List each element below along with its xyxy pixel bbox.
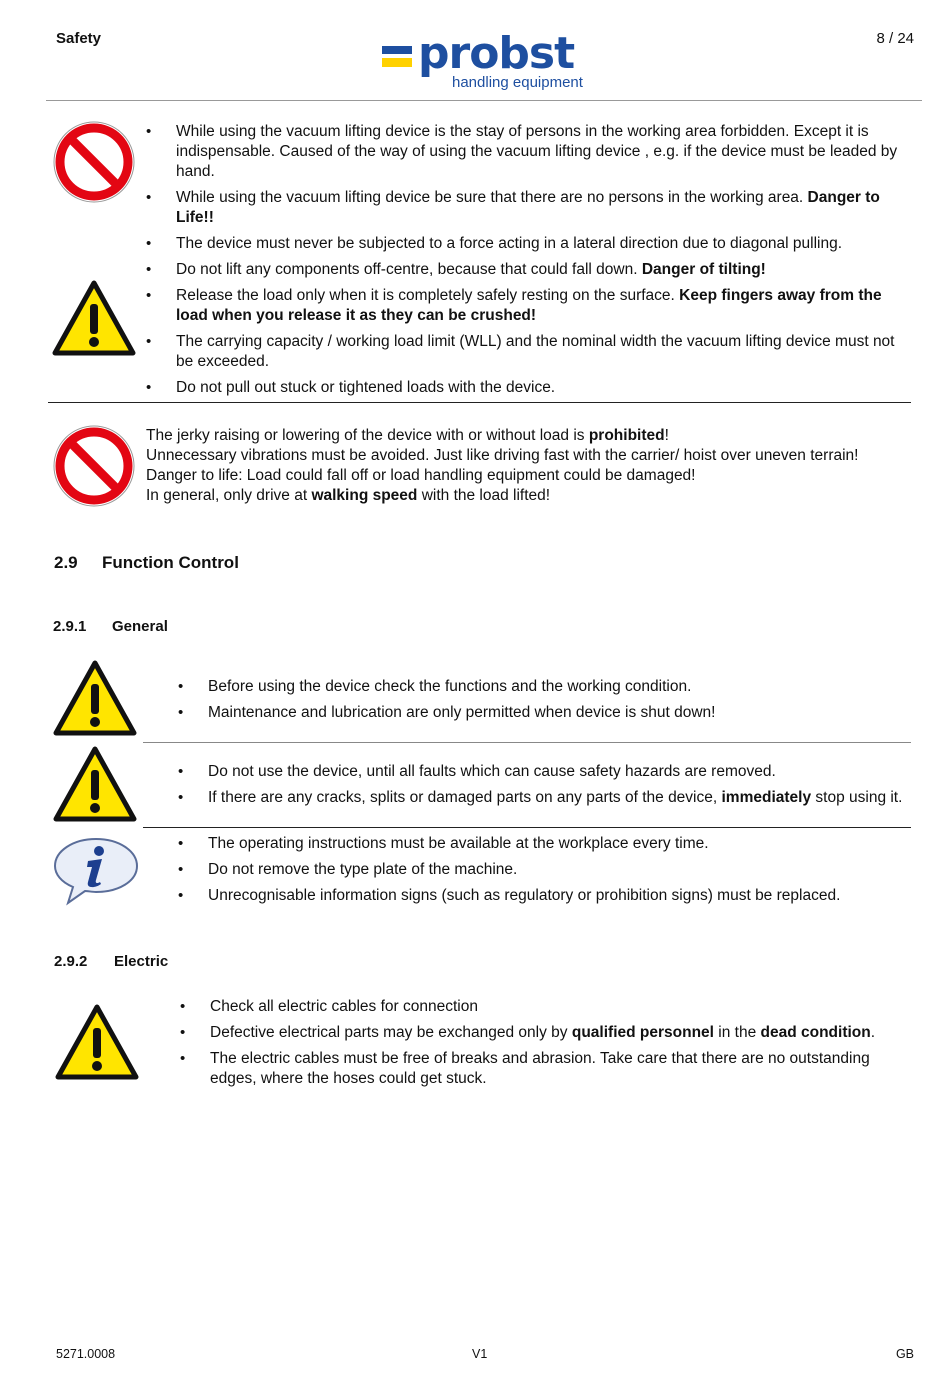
section-number: 2.9 <box>54 553 78 572</box>
text-run: Release the load only when it is completely safely resting on the surface. <box>176 287 680 304</box>
page-number: 8 / 24 <box>876 30 914 47</box>
list-item <box>178 860 898 880</box>
list-item <box>146 122 906 182</box>
text-run: Defective electrical parts may be exchanged only by <box>210 1024 572 1041</box>
language-code: GB <box>895 1347 914 1361</box>
version-label: V1 <box>472 1347 488 1361</box>
list-item <box>180 1049 885 1089</box>
list-item <box>146 332 906 372</box>
list-item <box>178 762 918 782</box>
text-run: The carrying capacity / working load limit (WLL) and the nominal width the vacuum lifting device must not be exceeded. <box>176 333 895 370</box>
information-list <box>178 834 898 912</box>
safety-rules-list <box>146 122 906 404</box>
subsection-title: Electric <box>114 953 169 970</box>
header-section-title: Safety <box>56 30 102 47</box>
electric-checks-list <box>180 997 885 1095</box>
paragraph-line <box>146 446 906 466</box>
text-run: Do not use the device, until all faults which can cause safety hazards are removed. <box>208 763 776 780</box>
list-item <box>146 234 906 254</box>
text-run: Unnecessary vibrations must be avoided. Just like driving fast with the carrier/ hoist over uneven terrain! <box>146 447 859 464</box>
text-run: The device must never be subjected to a force acting in a lateral direction due to diagonal pulling. <box>176 235 843 252</box>
text-run: Maintenance and lubrication are only permitted when device is shut down! <box>208 704 716 721</box>
logo-wordmark: probst <box>418 28 575 79</box>
list-item <box>180 1023 885 1043</box>
text-run: . <box>870 1024 876 1041</box>
text-run: While using the vacuum lifting device be sure that there are no persons in the working area. <box>176 189 808 206</box>
warning-icon <box>53 746 137 822</box>
general-divider-1 <box>143 742 911 743</box>
warning-icon <box>53 660 137 736</box>
emphasis-text: qualified personnel <box>571 1024 714 1041</box>
text-run: Check all electric cables for connection <box>210 998 478 1015</box>
list-item <box>146 188 906 228</box>
emphasis-text: Danger to Life!! <box>176 189 880 226</box>
text-run: Danger to life: Load could fall off or load handling equipment could be damaged! <box>146 467 696 484</box>
text-run: If there are any cracks, splits or damaged parts on any parts of the device, <box>208 789 722 806</box>
list-item <box>146 286 906 326</box>
logo-tagline: handling equipment <box>452 74 583 91</box>
emphasis-text: walking speed <box>311 487 418 504</box>
paragraph-line <box>146 426 906 446</box>
list-item <box>178 834 898 854</box>
header-divider <box>46 100 922 101</box>
text-run: In general, only drive at <box>146 487 312 504</box>
list-item <box>146 260 906 280</box>
subsection-title: General <box>112 618 168 635</box>
info-icon <box>52 836 140 906</box>
jerky-raising-warning <box>146 426 906 506</box>
prohibition-icon <box>52 424 136 508</box>
prohibition-icon <box>52 120 136 204</box>
text-run: The operating instructions must be available at the workplace every time. <box>208 835 709 852</box>
logo-mark-yellow <box>382 58 412 67</box>
list-item <box>178 788 918 808</box>
text-run: Do not pull out stuck or tightened loads with the device. <box>176 379 556 396</box>
emphasis-text: Danger of tilting! <box>641 261 766 278</box>
emphasis-text: dead condition <box>760 1024 871 1041</box>
logo-mark-blue <box>382 46 412 54</box>
general-divider-2 <box>143 827 911 828</box>
text-run: Unrecognisable information signs (such as regulatory or prohibition signs) must be replaced. <box>208 887 841 904</box>
text-run: Do not lift any components off-centre, because that could fall down. <box>176 261 642 278</box>
section-divider <box>48 402 911 403</box>
emphasis-text: prohibited <box>588 427 665 444</box>
list-item <box>178 677 898 697</box>
faults-list <box>178 762 918 814</box>
subsection-number: 2.9.1 <box>53 618 87 635</box>
list-item <box>178 886 898 906</box>
list-item <box>146 378 906 398</box>
text-run: in the <box>713 1024 761 1041</box>
document-number: 5271.0008 <box>56 1347 116 1361</box>
list-item <box>178 703 898 723</box>
text-run: The jerky raising or lowering of the device with or without load is <box>146 427 589 444</box>
text-run: Before using the device check the functions and the working condition. <box>208 678 692 695</box>
paragraph-line <box>146 486 906 506</box>
general-checks-list <box>178 677 898 729</box>
warning-icon <box>52 280 136 356</box>
text-run: ! <box>664 427 669 444</box>
section-title: Function Control <box>102 553 239 572</box>
text-run: The electric cables must be free of breaks and abrasion. Take care that there are no outstanding edges, where the hoses could get stuck. <box>210 1050 870 1087</box>
text-run: with the load lifted! <box>417 487 551 504</box>
emphasis-text: Keep fingers away from the load when you release it as they can be crushed! <box>176 287 882 324</box>
probst-logo <box>380 28 600 96</box>
paragraph-line <box>146 466 906 486</box>
emphasis-text: immediately <box>721 789 812 806</box>
text-run: Do not remove the type plate of the machine. <box>208 861 518 878</box>
text-run: stop using it. <box>811 789 903 806</box>
text-run: While using the vacuum lifting device is the stay of persons in the working area forbidden. Except it is indispensable. Caused of the way of using the vacuum lifting device , e.g. if the device must be leaded by hand. <box>176 123 898 180</box>
warning-icon <box>55 1004 139 1080</box>
list-item <box>180 997 885 1017</box>
subsection-number: 2.9.2 <box>54 953 88 970</box>
